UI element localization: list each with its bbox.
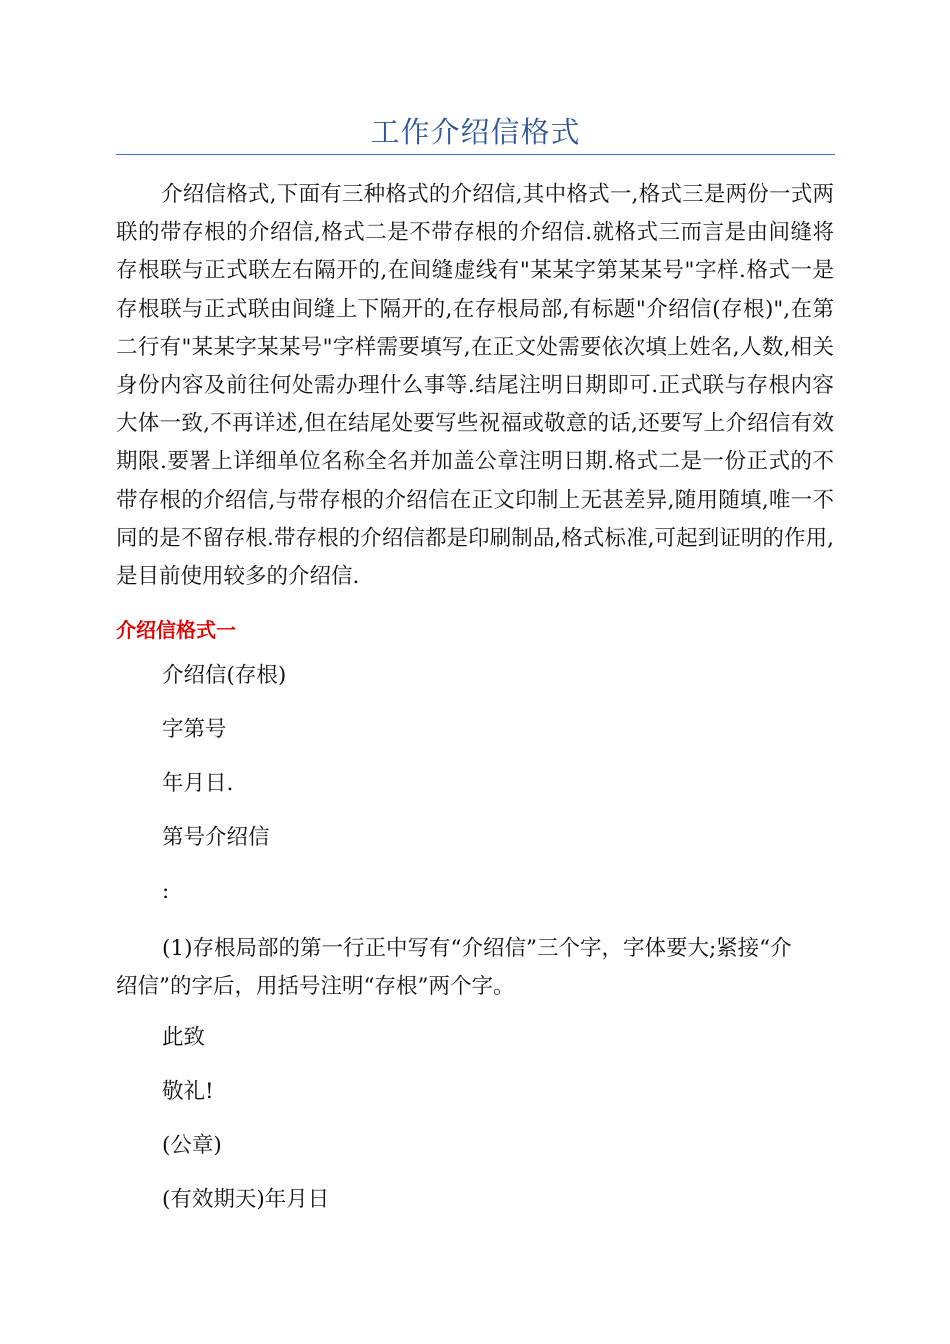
intro-paragraph: 介绍信格式,下面有三种格式的介绍信,其中格式一,格式三是两份一式两联的带存根的介绍信,格式二是不带存根的介绍信.就格式三而言是由间缝将存根联与正式联左右隔开的,在间缝虚线有"某某字第某某号"字样.格式一是存根联与正式联由间缝上下隔开的,在存根局部,有标题"介绍信(存根)",在第二行有"某某字某某号"字样需要填写,在正文处需要依次填上姓名,人数,相关身份内容及前往何处需办理什么事等.结尾注明日期即可.正式联与存根内容大体一致,不再详述,但在结尾处要写些祝福或敬意的话,还要写上介绍信有效期限.要署上详细单位名称全名并加盖公章注明日期.格式二是一份正式的不带存根的介绍信,与带存根的介绍信在正文印制上无甚差异,随用随填,唯一不同的是不留存根.带存根的介绍信都是印刷制品,格式标准,可起到证明的作用,是目前使用较多的介绍信. (116, 182, 834, 590)
title-underline (116, 154, 835, 155)
seal-line: (公章) (162, 1133, 222, 1158)
stub-title-line: 介绍信(存根) (162, 663, 287, 688)
section-heading: 介绍信格式一 (116, 618, 236, 642)
validity-line: (有效期天)年月日 (162, 1187, 330, 1212)
number-line: 字第号 (162, 717, 227, 742)
note-paragraph: (1)存根局部的第一行正中写有“介绍信”三个字，字体要大;紧接“介绍信”的字后，用括号注明“存根”两个字。 (116, 936, 792, 999)
page-title: 工作介绍信格式 (370, 115, 581, 149)
letter-number-line: 第号介绍信 (162, 825, 270, 850)
colon-line: : (162, 879, 170, 904)
regards-line-1: 此致 (162, 1025, 206, 1050)
regards-line-2: 敬礼! (162, 1079, 214, 1104)
date-line: 年月日. (162, 771, 234, 796)
